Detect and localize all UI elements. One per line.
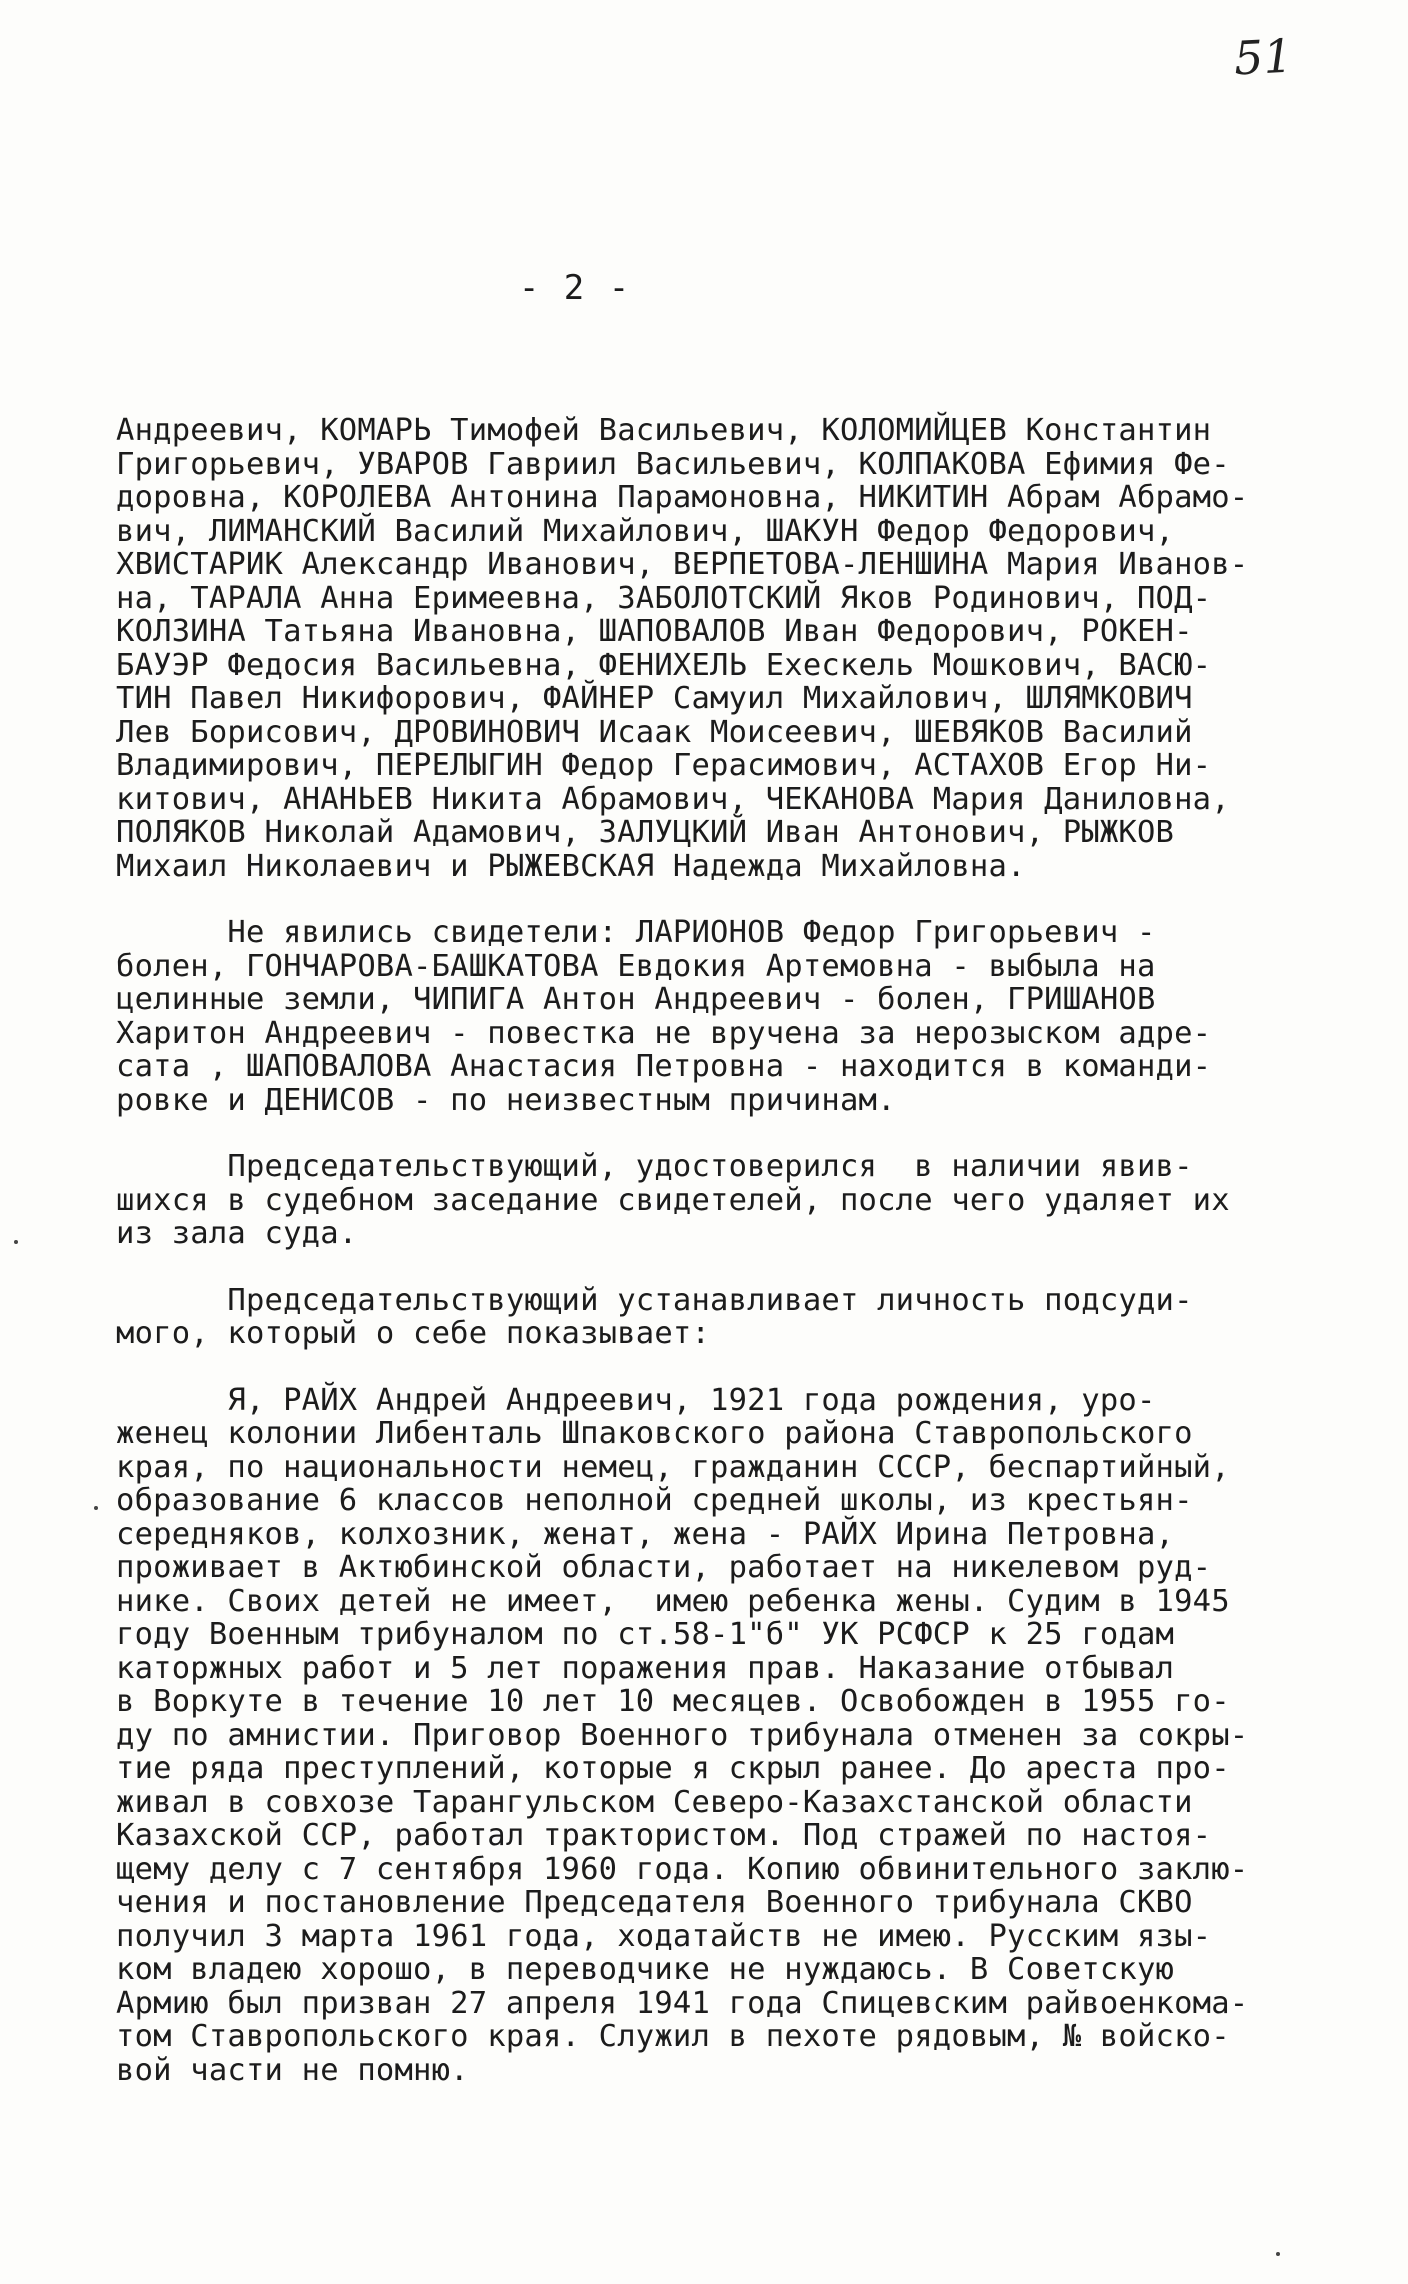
- text-line: каторжных работ и 5 лет поражения прав. Наказание отбывал: [116, 1650, 1175, 1686]
- text-line: Михаил Николаевич и РЫЖЕВСКАЯ Надежда Михайловна.: [116, 848, 1026, 884]
- text-line: получил 3 марта 1961 года, ходатайств не имею. Русским язы-: [116, 1918, 1212, 1954]
- text-line: середняков, колхозник, женат, жена - РАЙХ Ирина Петровна,: [116, 1516, 1175, 1552]
- paragraph-defendant-statement: [116, 1384, 1366, 2088]
- text-line: Владимирович, ПЕРЕЛЫГИН Федор Герасимович, АСТАХОВ Егор Ни-: [116, 748, 1212, 783]
- text-line: на, ТАРАЛА Анна Еримеевна, ЗАБОЛОТСКИЙ Яков Родинович, ПОД-: [116, 580, 1212, 616]
- text-line: из зала суда.: [116, 1216, 358, 1251]
- text-line: Армию был призван 27 апреля 1941 года Спицевским райвоенкома-: [116, 1985, 1249, 2021]
- text-line: болен, ГОНЧАРОВА-БАШКАТОВА Евдокия Артемовна - выбыла на: [116, 948, 1156, 984]
- text-line: Председательствующий, удостоверился в наличии явив-: [116, 1149, 1193, 1184]
- paragraph-presiding-verification: [116, 1150, 1366, 1251]
- paragraph-defendant-identity: [116, 1284, 1366, 1351]
- text-line: сата , ШАПОВАЛОВА Анастасия Петровна - находится в команди-: [116, 1049, 1212, 1084]
- text-line: Лев Борисович, ДРОВИНОВИЧ Исаак Моисеевич, ШЕВЯКОВ Василий: [116, 714, 1193, 750]
- text-line: ХВИСТАРИК Александр Иванович, ВЕРПЕТОВА-ЛЕНШИНА Мария Иванов-: [116, 547, 1249, 582]
- sheet-number: 51: [1232, 28, 1294, 86]
- paragraph-witness-list: [116, 414, 1366, 883]
- text-line: живал в совхозе Тарангульском Северо-Казахстанской области: [116, 1784, 1193, 1820]
- text-line: ду по амнистии. Приговор Военного трибунала отменен за сокры-: [116, 1717, 1249, 1753]
- text-line: образование 6 классов неполной средней школы, из крестьян-: [116, 1483, 1193, 1518]
- text-line: году Военным трибуналом по ст.58-1"б" УК РСФСР к 25 годам: [116, 1617, 1175, 1652]
- text-line: вич, ЛИМАНСКИЙ Василий Михайлович, ШАКУН Федор Федорович,: [116, 513, 1175, 549]
- text-line: вой части не помню.: [116, 2052, 469, 2088]
- text-line: доровна, КОРОЛЕВА Антонина Парамоновна, НИКИТИН Абрам Абрамо-: [116, 480, 1249, 515]
- text-line: в Воркуте в течение 10 лет 10 месяцев. Освобожден в 1955 го-: [116, 1684, 1230, 1719]
- text-line: Андреевич, КОМАРЬ Тимофей Васильевич, КОЛОМИЙЦЕВ Константин: [116, 413, 1212, 448]
- scan-speck: [94, 1506, 98, 1510]
- text-line: ровке и ДЕНИСОВ - по неизвестным причинам.: [116, 1082, 896, 1118]
- scan-speck: [1276, 2252, 1280, 2256]
- text-line: Казахской ССР, работал трактористом. Под стражей по настоя-: [116, 1818, 1212, 1853]
- scan-speck: [14, 1240, 18, 1244]
- text-line: Председательствующий устанавливает личность подсуди-: [116, 1282, 1193, 1318]
- text-line: чения и постановление Председателя Военного трибунала СКВО: [116, 1885, 1193, 1920]
- text-line: края, по национальности немец, гражданин СССР, беспартийный,: [116, 1449, 1230, 1485]
- document-body: [116, 414, 1366, 2087]
- text-line: китович, АНАНЬЕВ Никита Абрамович, ЧЕКАНОВА Мария Даниловна,: [116, 781, 1230, 817]
- text-line: проживает в Актюбинской области, работает на никелевом руд-: [116, 1550, 1212, 1585]
- paragraph-absent-witnesses: [116, 916, 1366, 1117]
- text-line: Не явились свидетели: ЛАРИОНОВ Федор Григорьевич -: [116, 915, 1156, 950]
- text-line: шихся в судебном заседание свидетелей, после чего удаляет их: [116, 1182, 1230, 1218]
- text-line: ком владею хорошо, в переводчике не нуждаюсь. В Советскую: [116, 1952, 1175, 1987]
- text-line: ТИН Павел Никифорович, ФАЙНЕР Самуил Михайлович, ШЛЯМКОВИЧ: [116, 681, 1193, 716]
- text-line: ПОЛЯКОВ Николай Адамович, ЗАЛУЦКИЙ Иван Антонович, РЫЖКОВ: [116, 815, 1175, 850]
- text-line: БАУЭР Федосия Васильевна, ФЕНИХЕЛЬ Ехескель Мошкович, ВАСЮ-: [116, 647, 1212, 683]
- text-line: нике. Своих детей не имеет, имею ребенка жены. Судим в 1945: [116, 1583, 1230, 1619]
- page-number: - 2 -: [518, 268, 632, 308]
- text-line: целинные земли, ЧИПИГА Антон Андреевич - болен, ГРИШАНОВ: [116, 982, 1156, 1017]
- text-line: щему делу с 7 сентября 1960 года. Копию обвинительного заклю-: [116, 1851, 1249, 1887]
- text-line: Я, РАЙХ Андрей Андреевич, 1921 года рождения, уро-: [116, 1382, 1156, 1418]
- text-line: Харитон Андреевич - повестка не вручена за нерозыском адре-: [116, 1015, 1212, 1051]
- text-line: Григорьевич, УВАРОВ Гавриил Васильевич, КОЛПАКОВА Ефимия Фе-: [116, 446, 1230, 482]
- text-line: мого, который о себе показывает:: [116, 1316, 711, 1351]
- text-line: женец колонии Либенталь Шпаковского района Ставропольского: [116, 1416, 1193, 1451]
- text-line: тие ряда преступлений, которые я скрыл ранее. До ареста про-: [116, 1751, 1230, 1786]
- text-line: том Ставропольского края. Служил в пехоте рядовым, № войско-: [116, 2019, 1230, 2054]
- text-line: КОЛЗИНА Татьяна Ивановна, ШАПОВАЛОВ Иван Федорович, РОКЕН-: [116, 614, 1193, 649]
